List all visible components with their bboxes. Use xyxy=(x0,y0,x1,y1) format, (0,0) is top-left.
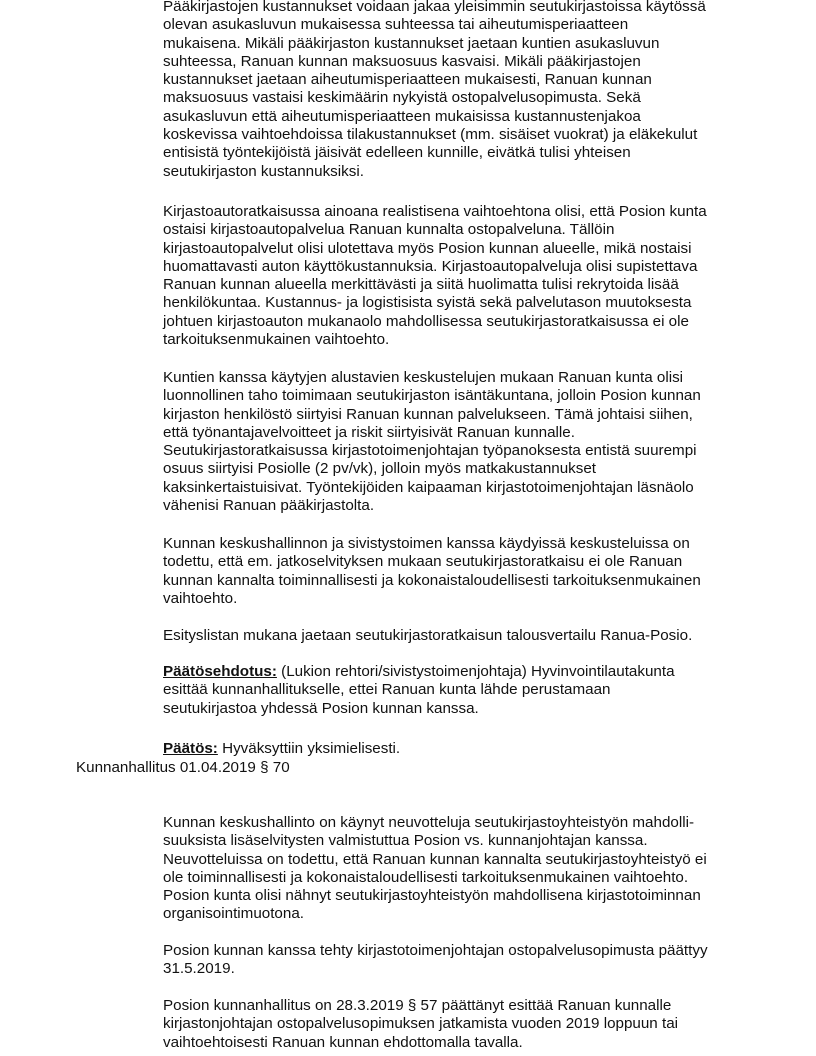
text-line: seutukirjaston kustannuksiksi. xyxy=(163,162,364,180)
proposal-label: Päätösehdotus: xyxy=(163,663,277,680)
text-line: että työnantajavelvoitteet ja riskit siirtyisivät Ranuan kunnalle. xyxy=(163,423,575,441)
text-line: Neuvotteluissa on todettu, että Ranuan kunnan kannalta seutukirjastoyhteistyö ei xyxy=(163,850,707,868)
text-line: vaihtoehtoisesti Ranuan kunnan ehdottomalla tavalla. xyxy=(163,1033,523,1051)
text-line: suhteessa, Ranuan kunnan maksuosuus kasvaisi. Mikäli pääkirjastojen xyxy=(163,52,641,70)
text-line: entisistä työntekijöistä jäisivät edelleen kunnille, eivätkä tulisi yhteisen xyxy=(163,144,631,162)
text-line: mukaisena. Mikäli pääkirjaston kustannukset jaetaan kuntien asukasluvun xyxy=(163,34,660,52)
text-line: maksuosuus vastaisi keskimäärin nykyistä ostopalvelusopimusta. Sekä xyxy=(163,89,641,107)
text-line: Posion kunnan kanssa tehty kirjastotoimenjohtajan ostopalvelusopimusta päättyy xyxy=(163,942,708,959)
text-line: osuus siirtyisi Posiolle (2 pv/vk), jolloin myös matkakustannukset xyxy=(163,460,597,478)
text-line: luonnollinen taho toimimaan seutukirjaston isäntäkuntana, jolloin Posion kunnan xyxy=(163,387,701,405)
text-line: Posion kunta olisi nähnyt seutukirjastoyhteistyön mahdollisena kirjastotoiminnan xyxy=(163,887,701,905)
text-line: kirjaston henkilöstö siirtyisi Ranuan kunnan palvelukseen. Tämä johtaisi siihen, xyxy=(163,405,693,423)
section-heading: Kunnanhallitus 01.04.2019 § 70 xyxy=(76,759,290,776)
text-line: kustannukset jaetaan aiheutumisperiaatteen mukaisesti, Ranuan kunnan xyxy=(163,71,652,89)
text-line: Posion kunnanhallitus on 28.3.2019 § 57 päättänyt esittää Ranuan kunnalle xyxy=(163,997,672,1014)
text-line: Kirjastoautoratkaisussa ainoana realistisena vaihtoehtona olisi, että Posion kunta xyxy=(163,203,707,220)
paragraph-cost-allocation xyxy=(163,0,706,181)
decision xyxy=(163,740,400,758)
text-line: koskevissa vaihtoehdoissa tilakustannukset (mm. sisäiset vuokrat) ja eläkekulut xyxy=(163,126,698,144)
paragraph-library-bus xyxy=(163,203,707,349)
text-line: johtuen kirjastoauton mukanaolo mahdollisessa seutukirjastoratkaisussa ei ole xyxy=(163,312,689,330)
text-line: esittää kunnanhallitukselle, ettei Ranuan kunta lähde perustamaan xyxy=(163,681,611,699)
text-line: kaksinkertaistuisivat. Työntekijöiden kaipaaman kirjastotoimenjohtajan läsnäolo xyxy=(163,478,694,496)
text-line: henkilökuntaa. Kustannus- ja logistisista syistä sekä palvelutason muutoksesta xyxy=(163,294,692,312)
text-line: huomattavasti auton käyttökustannuksia. Kirjastoautopalveluja olisi supistettava xyxy=(163,257,698,275)
text-line: 31.5.2019. xyxy=(163,960,235,978)
text-line: tarkoituksenmukainen vaihtoehto. xyxy=(163,331,390,349)
text-line: Pääkirjastojen kustannukset voidaan jakaa yleisimmin seutukirjastoissa käytössä xyxy=(163,0,706,15)
text-line: kirjastonjohtajan ostopalvelusopimuksen jatkamista vuoden 2019 loppuun tai xyxy=(163,1015,679,1033)
text-line: kirjastoautopalvelut olisi ulotettava myös Posion kunnan alueelle, mikä nostaisi xyxy=(163,239,692,257)
text-line: ole toiminnallisesti ja kokonaistaloudellisesti tarkoituksenmukainen vaihtoehto. xyxy=(163,868,689,886)
text-line: suuksista lisäselvitysten valmistuttua Posion vs. kunnanjohtajan kanssa. xyxy=(163,832,648,850)
decision-label: Päätös: xyxy=(163,740,218,757)
text-line: Kunnan keskushallinto on käynyt neuvotteluja seutukirjastoyhteistyön mahdolli- xyxy=(163,814,695,831)
text-line: vähenisi Ranuan pääkirjastolta. xyxy=(163,497,375,515)
text-line: seutukirjastoa yhdessä Posion kunnan kanssa. xyxy=(163,699,479,717)
text-line: Kuntien kanssa käytyjen alustavien keskustelujen mukaan Ranuan kunta olisi xyxy=(163,369,684,386)
text-line: Seutukirjastoratkaisussa kirjastotoimenjohtajan työpanoksesta entistä suurempi xyxy=(163,442,697,460)
paragraph-posio-proposal xyxy=(163,997,678,1052)
decision-proposal xyxy=(163,663,675,718)
paragraph-host-municipality xyxy=(163,369,701,515)
text-line: kunnan kannalta toiminnallisesti ja kokonaistaloudellisesti tarkoituksenmukainen xyxy=(163,571,701,589)
decision-text: Hyväksyttiin yksimielisesti. xyxy=(217,740,401,757)
text-line: Kunnan keskushallinnon ja sivistystoimen kanssa käydyissä keskusteluissa on xyxy=(163,535,690,552)
paragraph-attachment-note xyxy=(163,627,692,645)
text-line: todettu, että em. jatkoselvityksen mukaan seutukirjastoratkaisu ei ole Ranuan xyxy=(163,553,683,571)
paragraph-negotiations xyxy=(163,814,707,924)
text-line: olevan asukasluvun mukaisessa suhteessa tai aiheutumisperiaatteen xyxy=(163,16,629,34)
text-line: Ranuan kunnan alueella merkittävästi ja siitä huolimatta tulisi rekrytoida lisää xyxy=(163,276,679,294)
paragraph-conclusion xyxy=(163,535,701,608)
text-line: ostaisi kirjastoautopalvelua Ranuan kunnalta ostopalveluna. Tällöin xyxy=(163,221,615,239)
paragraph-contract-end xyxy=(163,942,708,979)
proposal-text: (Lukion rehtori/sivistystoimenjohtaja) Hyvinvointilautakunta xyxy=(276,663,675,680)
text-line: vaihtoehto. xyxy=(163,589,238,607)
text-line: asukasluvun että aiheutumisperiaatteen mukaisissa kustannustenjakoa xyxy=(163,107,641,125)
text-line: Esityslistan mukana jaetaan seutukirjastoratkaisun talousvertailu Ranua-Posio. xyxy=(163,627,693,644)
text-line: organisointimuotona. xyxy=(163,905,304,923)
